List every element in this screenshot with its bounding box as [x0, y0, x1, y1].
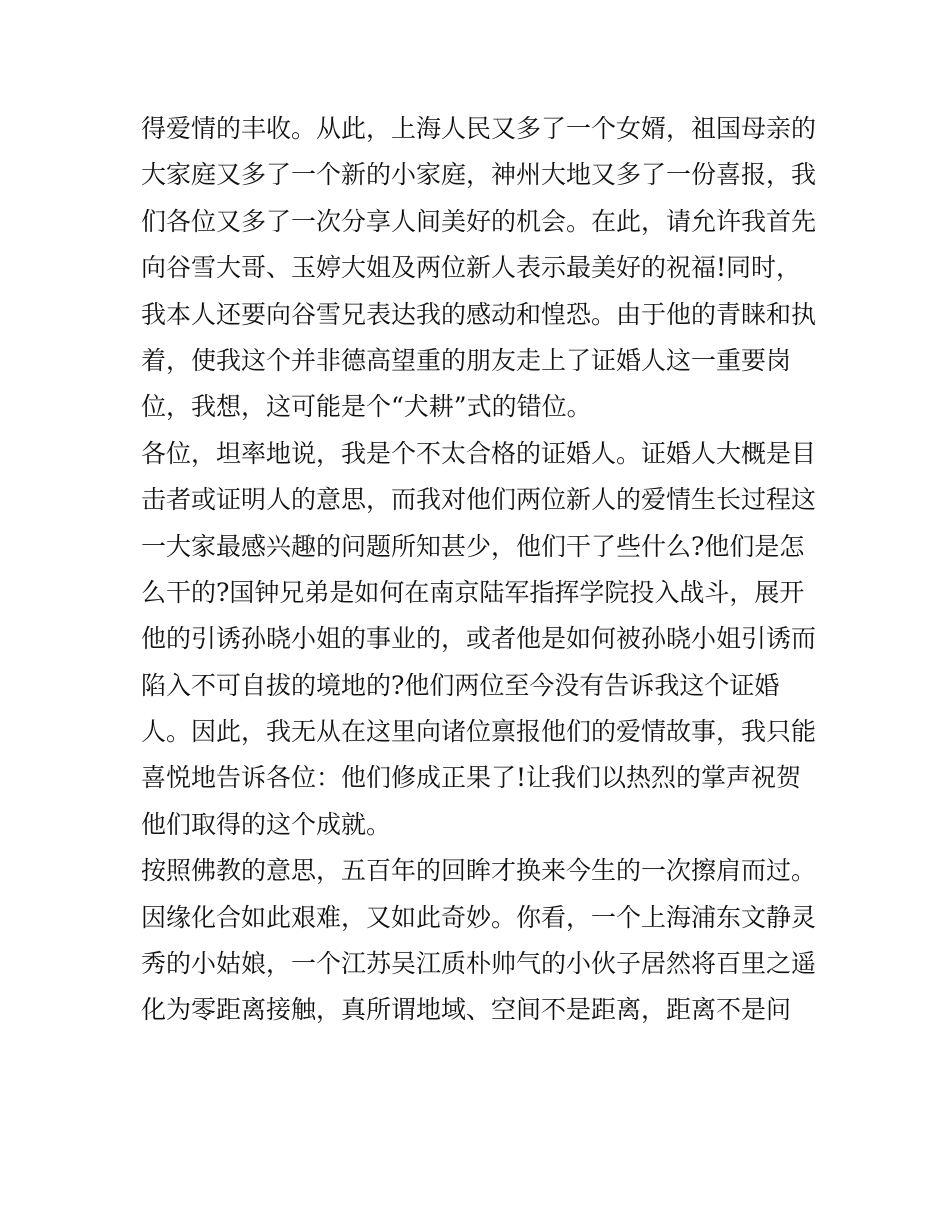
text-line: 化为零距离接触，真所谓地域、空间不是距离，距离不是问 [141, 995, 792, 1025]
text-line: 我本人还要向谷雪兄表达我的感动和惶恐。由于他的青睐和执 [141, 299, 817, 329]
text-line: 向谷雪大哥、玉婷大姐及两位新人表示最美好的祝福!同时， [141, 253, 802, 283]
text-line: 得爱情的丰收。从此，上海人民又多了一个女婿，祖国母亲的 [141, 114, 817, 143]
text-line: 他们取得的这个成就。 [141, 809, 392, 839]
text-line: 位，我想，这可能是个“犬耕”式的错位。 [141, 392, 592, 422]
text-line: 他的引诱孙晓小姐的事业的，或者他是如何被孙晓小姐引诱而 [141, 624, 817, 654]
text-line: 着，使我这个并非德高望重的朋友走上了证婚人这一重要岗 [141, 345, 792, 375]
text-line: 击者或证明人的意思，而我对他们两位新人的爱情生长过程这 [141, 485, 817, 515]
text-line: 们各位又多了一次分享人间美好的机会。在此，请允许我首先 [141, 206, 817, 236]
text-line: 一大家最感兴趣的问题所知甚少，他们干了些什么?他们是怎 [141, 531, 805, 561]
text-line: 陷入不可自拔的境地的?他们两位至今没有告诉我这个证婚 [141, 670, 780, 700]
text-line: 秀的小姑娘，一个江苏吴江质朴帅气的小伙子居然将百里之遥 [141, 949, 817, 979]
text-line: 按照佛教的意思，五百年的回眸才换来今生的一次擦肩而过。 [141, 856, 817, 886]
text-line: 大家庭又多了一个新的小家庭，神州大地又多了一份喜报，我 [141, 160, 817, 190]
body-text [141, 106, 821, 1034]
text-line: 么干的?国钟兄弟是如何在南京陆军指挥学院投入战斗，展开 [141, 577, 805, 607]
text-line: 各位，坦率地说，我是个不太合格的证婚人。证婚人大概是目 [141, 438, 817, 468]
text-line: 因缘化合如此艰难，又如此奇妙。你看，一个上海浦东文静灵 [141, 902, 817, 932]
text-line: 喜悦地告诉各位：他们修成正果了!让我们以热烈的掌声祝贺 [141, 763, 802, 793]
text-line: 人。因此，我无从在这里向诸位禀报他们的爱情故事，我只能 [141, 717, 817, 747]
